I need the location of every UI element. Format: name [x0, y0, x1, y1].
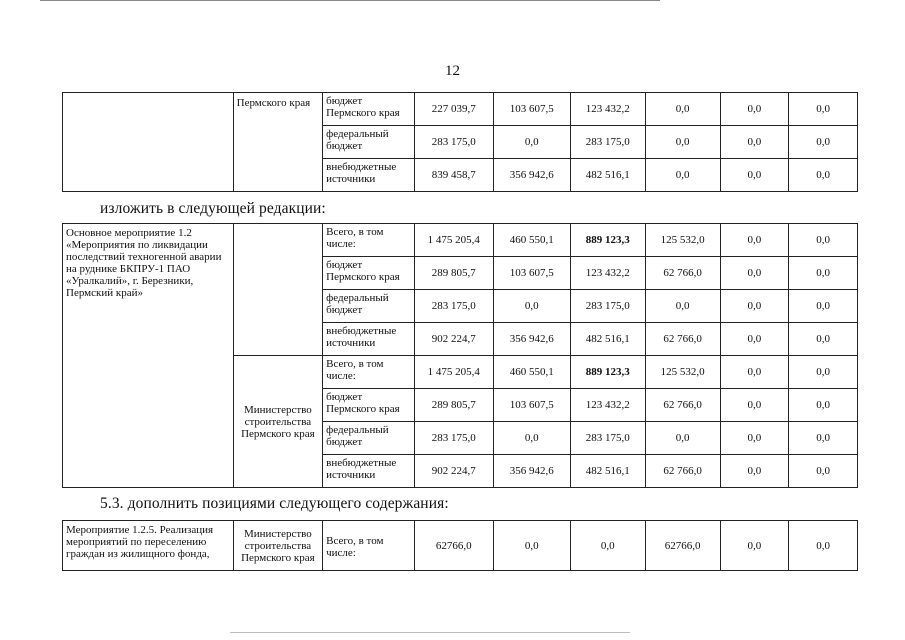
value-cell: 356 942,6 [493, 323, 570, 356]
description-cell [63, 93, 234, 192]
value-cell: 103 607,5 [493, 389, 570, 422]
source-cell: федеральный бюджет [323, 422, 415, 455]
responsible-cell: Министерство строительства Пермского края [233, 521, 322, 571]
value-cell: 0,0 [645, 126, 720, 159]
value-cell: 289 805,7 [414, 257, 493, 290]
value-cell: 0,0 [789, 389, 858, 422]
value-cell: 289 805,7 [414, 389, 493, 422]
value-cell: 0,0 [720, 422, 789, 455]
value-cell: 123 432,2 [570, 389, 645, 422]
value-cell: 0,0 [720, 93, 789, 126]
source-cell: внебюджетные источники [323, 455, 415, 488]
instruction-text: изложить в следующей редакции: [100, 200, 326, 217]
value-cell: 0,0 [789, 521, 858, 571]
value-cell: 125 532,0 [645, 356, 720, 389]
value-cell: 0,0 [645, 159, 720, 192]
value-cell: 902 224,7 [414, 455, 493, 488]
source-cell: бюджет Пермского края [323, 93, 415, 126]
value-cell: 460 550,1 [493, 224, 570, 257]
source-cell: Всего, в том числе: [323, 224, 415, 257]
value-cell: 0,0 [645, 290, 720, 323]
value-cell: 0,0 [789, 323, 858, 356]
value-cell: 0,0 [720, 356, 789, 389]
value-cell: 356 942,6 [493, 455, 570, 488]
value-cell: 0,0 [493, 126, 570, 159]
source-cell: бюджет Пермского края [323, 389, 415, 422]
value-cell: 0,0 [645, 93, 720, 126]
value-cell: 902 224,7 [414, 323, 493, 356]
value-cell: 0,0 [720, 159, 789, 192]
value-cell: 0,0 [493, 521, 570, 571]
value-cell: 0,0 [645, 422, 720, 455]
value-cell: 0,0 [720, 389, 789, 422]
value-cell: 62766,0 [645, 521, 720, 571]
bottom-scan-line [230, 632, 630, 633]
value-cell: 283 175,0 [414, 290, 493, 323]
value-cell: 62766,0 [414, 521, 493, 571]
value-cell: 482 516,1 [570, 159, 645, 192]
value-cell: 227 039,7 [414, 93, 493, 126]
source-cell: бюджет Пермского края [323, 257, 415, 290]
value-cell: 0,0 [789, 93, 858, 126]
value-cell: 0,0 [720, 323, 789, 356]
source-cell: Всего, в том числе: [323, 521, 415, 571]
responsible-cell [233, 224, 322, 356]
value-cell: 0,0 [493, 290, 570, 323]
value-cell: 356 942,6 [493, 159, 570, 192]
value-cell: 123 432,2 [570, 257, 645, 290]
responsible-cell: Министерство строительства Пермского края [233, 356, 322, 488]
value-cell: 839 458,7 [414, 159, 493, 192]
description-cell: Основное мероприятие 1.2 «Мероприятия по ликвидации последствий техногенной аварии на руднике БКПРУ-1 ПАО «Уралкалий», г. Березники, Пермский край» [63, 224, 234, 488]
value-cell: 482 516,1 [570, 323, 645, 356]
value-cell: 0,0 [720, 521, 789, 571]
value-cell: 62 766,0 [645, 257, 720, 290]
value-cell: 889 123,3 [570, 356, 645, 389]
value-cell: 283 175,0 [414, 422, 493, 455]
value-cell: 283 175,0 [570, 422, 645, 455]
value-cell: 0,0 [789, 422, 858, 455]
value-cell: 0,0 [720, 257, 789, 290]
value-cell: 0,0 [493, 422, 570, 455]
source-cell: федеральный бюджет [323, 290, 415, 323]
funding-table-previous [62, 92, 858, 192]
value-cell: 0,0 [789, 224, 858, 257]
value-cell: 283 175,0 [570, 290, 645, 323]
funding-table-new [62, 223, 858, 488]
value-cell: 1 475 205,4 [414, 356, 493, 389]
value-cell: 0,0 [570, 521, 645, 571]
value-cell: 103 607,5 [493, 93, 570, 126]
value-cell: 0,0 [789, 356, 858, 389]
description-cell: Мероприятие 1.2.5. Реализация мероприятий по переселению граждан из жилищного фонда, [63, 521, 234, 571]
value-cell: 0,0 [789, 159, 858, 192]
source-cell: Всего, в том числе: [323, 356, 415, 389]
value-cell: 123 432,2 [570, 93, 645, 126]
top-scan-line [40, 0, 660, 1]
value-cell: 125 532,0 [645, 224, 720, 257]
value-cell: 1 475 205,4 [414, 224, 493, 257]
page-number: 12 [445, 63, 460, 79]
value-cell: 62 766,0 [645, 389, 720, 422]
value-cell: 283 175,0 [414, 126, 493, 159]
value-cell: 482 516,1 [570, 455, 645, 488]
source-cell: внебюджетные источники [323, 159, 415, 192]
value-cell: 103 607,5 [493, 257, 570, 290]
value-cell: 0,0 [789, 126, 858, 159]
value-cell: 889 123,3 [570, 224, 645, 257]
value-cell: 62 766,0 [645, 323, 720, 356]
value-cell: 0,0 [789, 455, 858, 488]
instruction-text: 5.3. дополнить позициями следующего содержания: [100, 495, 449, 512]
source-cell: внебюджетные источники [323, 323, 415, 356]
value-cell: 0,0 [720, 455, 789, 488]
responsible-cell: Пермского края [233, 93, 322, 192]
value-cell: 0,0 [789, 290, 858, 323]
value-cell: 0,0 [789, 257, 858, 290]
funding-table-addition [62, 520, 858, 571]
value-cell: 283 175,0 [570, 126, 645, 159]
value-cell: 0,0 [720, 126, 789, 159]
value-cell: 0,0 [720, 290, 789, 323]
value-cell: 0,0 [720, 224, 789, 257]
value-cell: 62 766,0 [645, 455, 720, 488]
value-cell: 460 550,1 [493, 356, 570, 389]
source-cell: федеральный бюджет [323, 126, 415, 159]
